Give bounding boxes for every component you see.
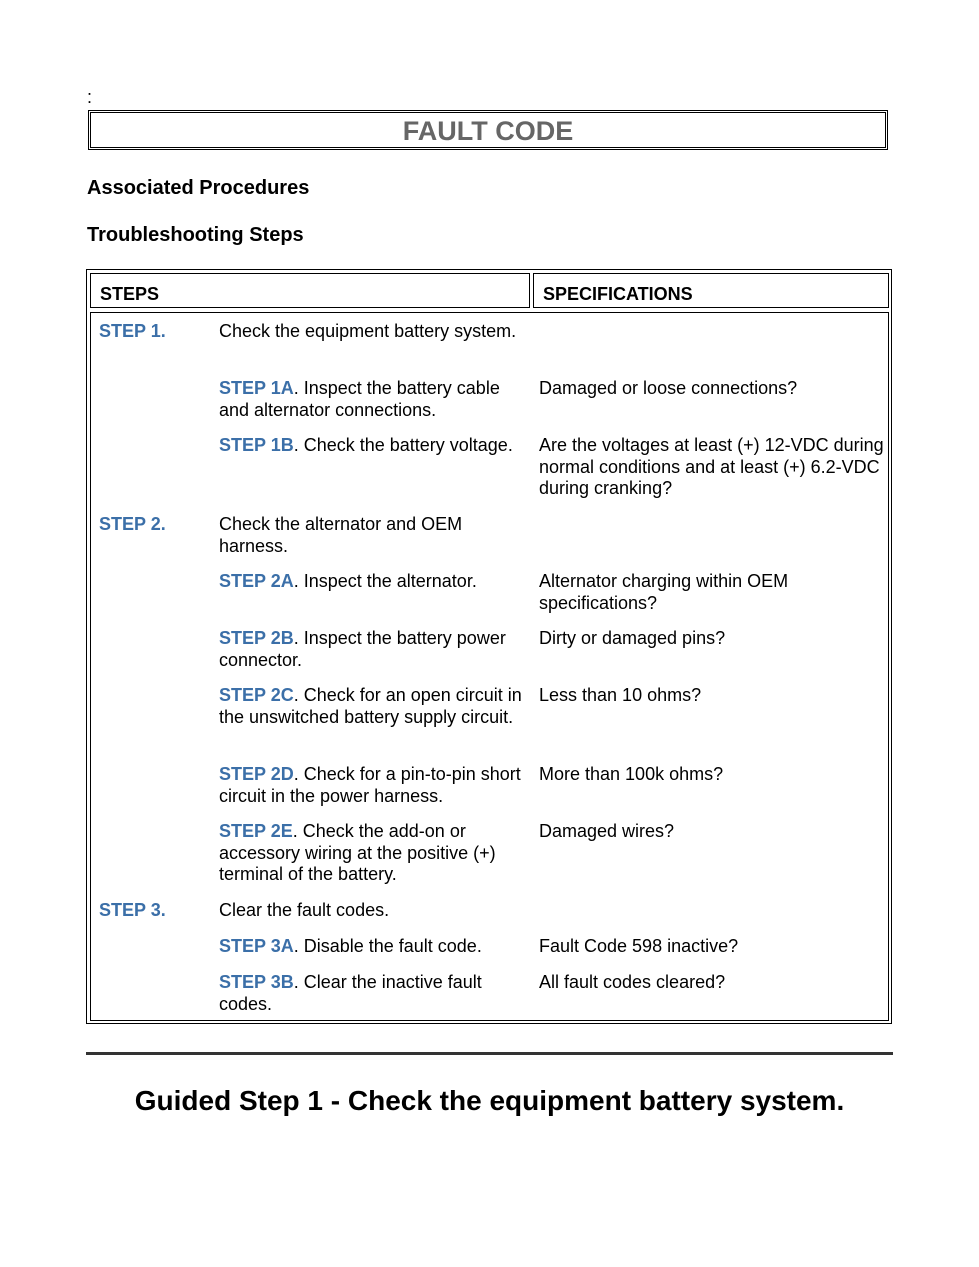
table-body — [90, 312, 889, 1021]
substep-description: . Inspect the battery power connector. — [219, 628, 506, 670]
substep-spec: Damaged or loose connections? — [539, 378, 798, 398]
step-description: Clear the fault codes. — [219, 900, 390, 920]
troubleshooting-steps-heading: Troubleshooting Steps — [87, 224, 304, 246]
substep-spec: Are the voltages at least (+) 12-VDC during normal conditions and at least (+) 6.2-VDC during cranking? — [539, 435, 884, 498]
table-row — [219, 571, 529, 593]
colon-marker: : — [87, 87, 93, 107]
substep-description: . Inspect the battery cable and alternator connections. — [219, 378, 500, 420]
specifications-column-header: SPECIFICATIONS — [533, 273, 889, 308]
substep-link[interactable]: STEP 2C — [219, 685, 294, 705]
fault-code-banner — [88, 110, 888, 150]
substep-link[interactable]: STEP 2B — [219, 628, 294, 648]
substep-link[interactable]: STEP 2D — [219, 764, 294, 784]
substep-spec: Dirty or damaged pins? — [539, 628, 726, 648]
step-description: Check the equipment battery system. — [219, 321, 517, 341]
fault-code-title: FAULT CODE — [402, 116, 574, 146]
substep-link[interactable]: STEP 3A — [219, 936, 294, 956]
substep-spec: All fault codes cleared? — [539, 972, 726, 992]
step-number[interactable]: STEP 1. — [99, 321, 166, 341]
substep-spec: Alternator charging within OEM specifications? — [539, 571, 789, 613]
table-row — [219, 685, 529, 728]
step-number[interactable]: STEP 3. — [99, 900, 166, 920]
substep-link[interactable]: STEP 3B — [219, 972, 294, 992]
substep-description: . Check for an open circuit in the unswitched battery supply circuit. — [219, 685, 522, 727]
associated-procedures-heading: Associated Procedures — [87, 177, 310, 199]
substep-description: . Check the battery voltage. — [293, 435, 513, 455]
step-description: Check the alternator and OEM harness. — [219, 514, 463, 556]
substep-link[interactable]: STEP 2E — [219, 821, 293, 841]
substep-spec: Fault Code 598 inactive? — [539, 936, 739, 956]
substep-description: . Inspect the alternator. — [293, 571, 477, 591]
substep-link[interactable]: STEP 1B — [219, 435, 294, 455]
step-number[interactable]: STEP 2. — [99, 514, 166, 534]
substep-description: . Disable the fault code. — [293, 936, 482, 956]
section-divider — [86, 1052, 893, 1055]
substep-link[interactable]: STEP 1A — [219, 378, 294, 398]
table-row — [219, 821, 529, 886]
substep-spec: Damaged wires? — [539, 821, 675, 841]
troubleshooting-table — [86, 269, 892, 1024]
table-row — [219, 435, 529, 457]
table-row — [219, 764, 529, 807]
substep-description: . Clear the inactive fault codes. — [219, 972, 482, 1014]
steps-column-header: STEPS — [90, 273, 530, 308]
substep-description: . Check for a pin-to-pin short circuit in the power harness. — [219, 764, 521, 806]
substep-spec: Less than 10 ohms? — [539, 685, 702, 705]
substep-description: . Check the add-on or accessory wiring at the positive (+) terminal of the battery. — [219, 821, 496, 884]
substep-link[interactable]: STEP 2A — [219, 571, 294, 591]
guided-step-title: Guided Step 1 - Check the equipment battery system. — [134, 1085, 845, 1116]
table-row — [219, 628, 529, 671]
table-row — [219, 378, 529, 421]
table-row — [219, 972, 529, 1015]
substep-spec: More than 100k ohms? — [539, 764, 724, 784]
table-row — [219, 936, 529, 958]
